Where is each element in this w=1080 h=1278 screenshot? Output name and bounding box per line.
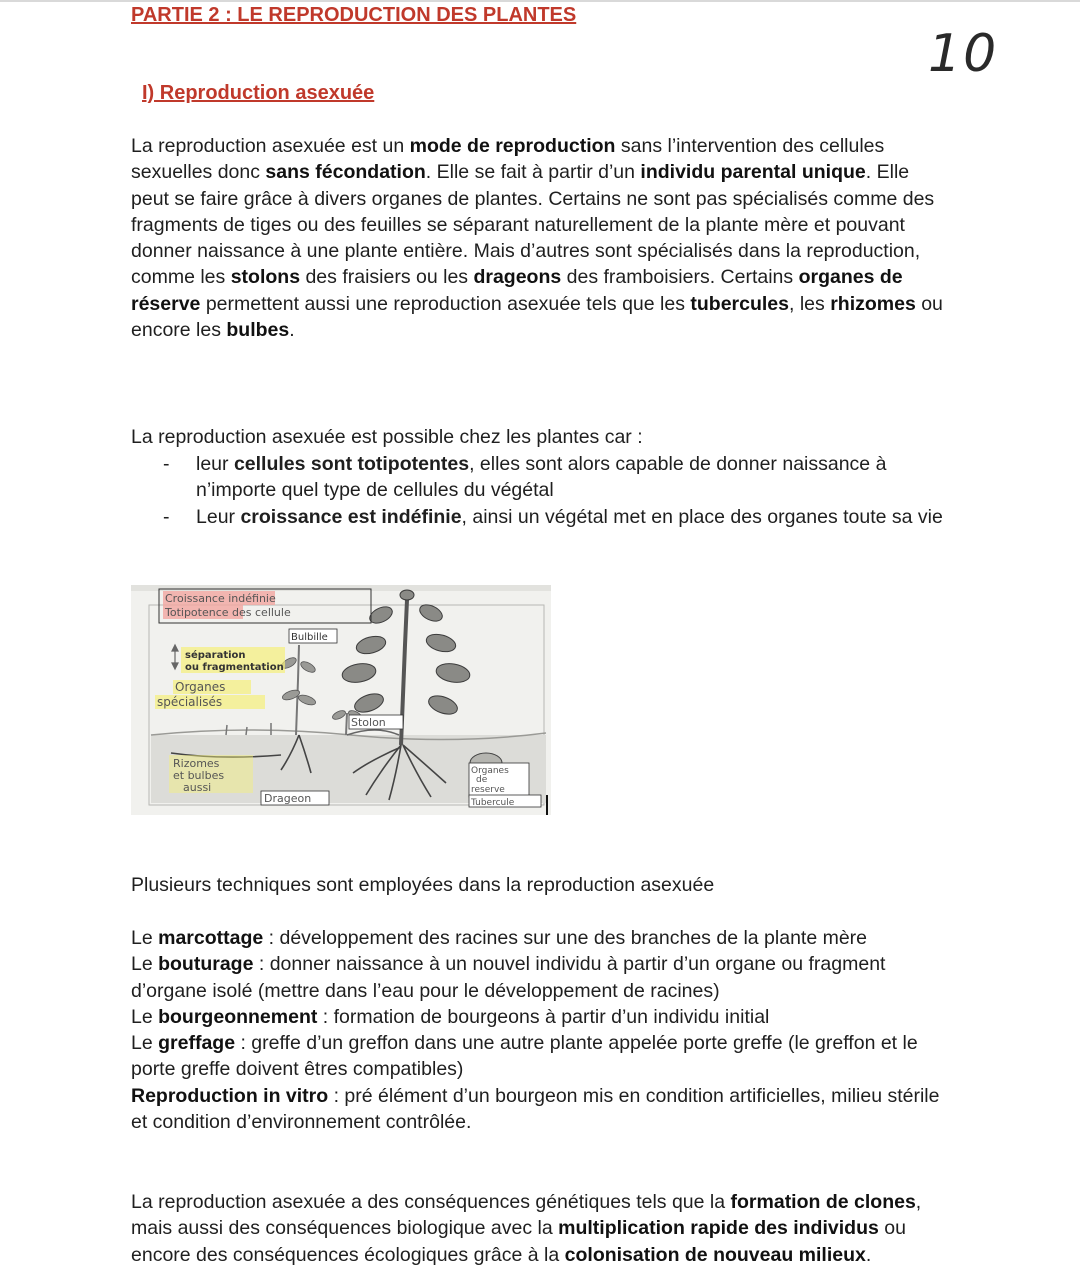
paragraph-conditions-intro: La reproduction asexuée est possible chez les plantes car : bbox=[131, 426, 643, 448]
label-aussi: aussi bbox=[183, 781, 212, 794]
technique-bouturage: Le bouturage : donner naissance à un nouvel individu à partir d’un organe ou fragment d’organe isolé (mettre dans l’eau pour le développement de racines) bbox=[131, 953, 886, 1002]
paragraph-techniques-intro: Plusieurs techniques sont employées dans la reproduction asexuée bbox=[131, 874, 715, 896]
top-border bbox=[0, 0, 1080, 2]
list-item: - Leur croissance est indéfinie, ainsi un végétal met en place des organes toute sa vie bbox=[163, 506, 943, 528]
label-separation: séparation bbox=[185, 650, 246, 661]
list-item: - leur cellules sont totipotentes, elles sont alors capable de donner naissance à n’importe quel type de cellules du végétal bbox=[163, 453, 887, 502]
technique-in-vitro: Reproduction in vitro : pré élément d’un bourgeon mis en condition artificielles, milieu stérile et condition d’environnement contrôlée. bbox=[131, 1084, 940, 1134]
label-reserve: reserve bbox=[471, 785, 505, 795]
technique-greffage: Le greffage : greffe d’un greffon dans une autre plante appelée porte greffe (le greffon et le porte greffe doivent êtres compatibles) bbox=[131, 1032, 918, 1081]
label-bulbille: Bulbille bbox=[291, 632, 328, 643]
handwritten-page-number: 10 bbox=[928, 24, 999, 84]
label-croissance: Croissance indéfinie bbox=[165, 592, 276, 605]
page-title: PARTIE 2 : LE REPRODUCTION DES PLANTES bbox=[131, 4, 577, 26]
label-de: de bbox=[476, 775, 488, 785]
plant-reproduction-diagram bbox=[131, 585, 551, 815]
label-drageon: Drageon bbox=[264, 792, 312, 805]
paragraph-consequences: La reproduction asexuée a des conséquences génétiques tels que la formation de clones, mais aussi des conséquences biologique avec la multiplication rapide des individus ou encore des conséquences écologiques grâce à la colonisation de nouveau milieux. bbox=[131, 1191, 922, 1266]
label-totipotence: Totipotence des cellule bbox=[165, 606, 291, 619]
technique-marcottage: Le marcottage : développement des racines sur une des branches de la plante mère bbox=[131, 927, 868, 949]
section-heading: I) Reproduction asexuée bbox=[142, 82, 375, 104]
label-rizomes: Rizomes bbox=[173, 757, 220, 770]
text-cursor bbox=[546, 795, 548, 815]
technique-bourgeonnement: Le bourgeonnement : formation de bourgeons à partir d’un individu initial bbox=[131, 1005, 770, 1028]
label-fragmentation: ou fragmentation bbox=[185, 662, 284, 673]
paragraph-definition: La reproduction asexuée est un mode de reproduction sans l’intervention des cellules sexuelles donc sans fécondation. Elle se fait à partir d’un individu parental unique. Elle peut se faire grâce à divers organes de plantes. Certains ne sont pas spécialisés comme des fragments de tiges ou des feuilles se séparant naturellement de la plante mère et pouvant donner naissance à une plante entière. Mais d’autres sont spécialisés dans la reproduction, comme les stolons des fraisiers ou les drageons des framboisiers. Certains organes de réserve permettent aussi une reproduction asexuée tels que les tubercules, les rhizomes ou encore les bulbes. bbox=[131, 135, 943, 342]
label-stolon: Stolon bbox=[351, 716, 386, 729]
label-tubercule: Tubercule bbox=[471, 798, 515, 808]
techniques-list bbox=[131, 925, 951, 1135]
label-bulbes: et bulbes bbox=[173, 769, 225, 782]
label-organes: Organes bbox=[175, 680, 226, 694]
label-specialises: spécialisés bbox=[157, 695, 223, 709]
label-organes-reserve: Organes bbox=[471, 766, 509, 776]
